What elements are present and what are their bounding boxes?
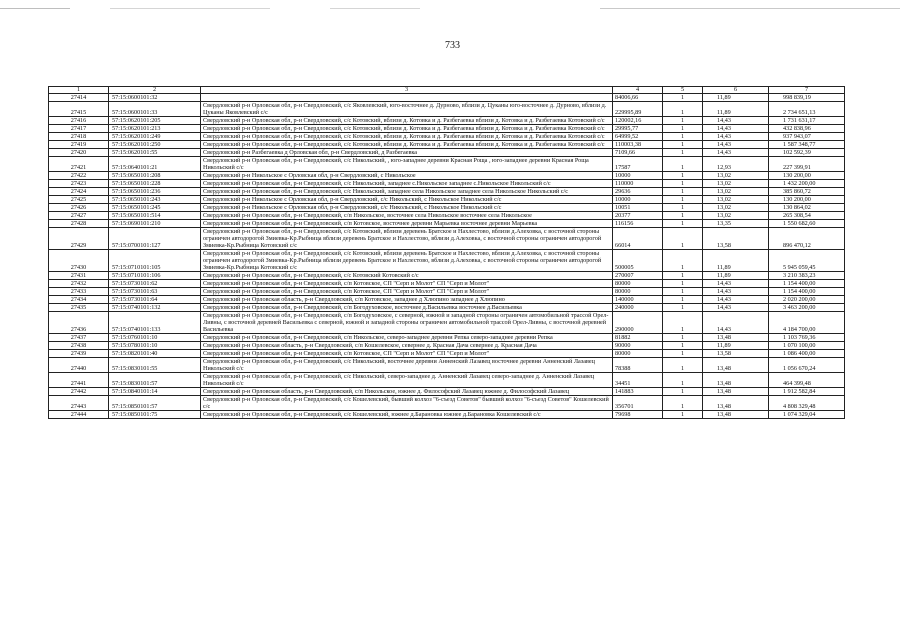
cadastral-number-cell: 57:15:0850101:57 bbox=[109, 396, 201, 411]
cadastral-value-cell: 1 056 670,24 bbox=[769, 358, 845, 373]
cadastral-number-cell: 57:15:0710101:106 bbox=[109, 272, 201, 280]
location-description-cell: Свердловский р-н Орловская обл, р-н Свердловский, с/с Котовский, вблизи деревень Братское и Нахлестово, вблизи д.Алеховка, с восточной стороны ограничен автодорогой Змиевка-Кр.Рыбница вблизи деревень Братское и Нахлестово, вблизи д.Алеховка, с восточной стороны ограничен автодорогой Змиевка-Кр.Рыбница Котовский с/с bbox=[201, 228, 613, 250]
area-cell: 17587 bbox=[613, 157, 663, 172]
row-number-cell: 27417 bbox=[49, 125, 109, 133]
area-cell: 80000 bbox=[613, 280, 663, 288]
location-description-cell: Свердловский р-н Орловская обл, р-н Свердловский, с/п Котовское, СП "Серп и Молот" СП "Серп и Молот" bbox=[201, 350, 613, 358]
table-row bbox=[49, 133, 845, 141]
area-cell: 79698 bbox=[613, 411, 663, 419]
table-row bbox=[49, 296, 845, 304]
count-cell: 1 bbox=[663, 94, 703, 102]
location-description-cell: Свердловский р-н Орловская обл, р-н Свердловский, с/с Никольский, восточнее деревни Анненский Лазавец восточнее деревни Анненский Лазавец Никольский с/с bbox=[201, 358, 613, 373]
location-description-cell: Свердловский р-н Орловская обл, р-н Свердловский, с/п Богодуховское, восточнее д.Васильевка восточнее д.Васильевка bbox=[201, 304, 613, 312]
cadastral-number-cell: 57:15:0820101:40 bbox=[109, 350, 201, 358]
table-row bbox=[49, 94, 845, 102]
location-description-cell: Свердловский р-н Орловская обл, р-н Свердловский, с/с Никольский, , юго-западнее деревни Красная Роща , юго-западнее деревни Красная Роща Никольский с/с bbox=[201, 157, 613, 172]
location-description-cell: Свердловский р-н Орловская обл, р-н Свердловский, с/с Никольский, западнее с.Никольское западнее с.Никольское Никольский с/с bbox=[201, 180, 613, 188]
cadastral-number-cell: 57:15:0620101:205 bbox=[109, 117, 201, 125]
cadastral-number-cell: 57:15:0650101:236 bbox=[109, 188, 201, 196]
count-cell: 1 bbox=[663, 125, 703, 133]
cadastral-number-cell: 57:15:0740101:132 bbox=[109, 304, 201, 312]
count-cell: 1 bbox=[663, 296, 703, 304]
area-cell: 29995,77 bbox=[613, 125, 663, 133]
cadastral-value-cell: 227 399,91 bbox=[769, 157, 845, 172]
area-cell: 78388 bbox=[613, 358, 663, 373]
cadastral-value-cell: 130 864,02 bbox=[769, 204, 845, 212]
row-number-cell: 27439 bbox=[49, 350, 109, 358]
rate-cell: 13,02 bbox=[703, 196, 769, 204]
rate-cell: 13,48 bbox=[703, 411, 769, 419]
cadastral-value-cell: 998 839,19 bbox=[769, 94, 845, 102]
location-description-cell: Свердловский р-н Орловская обл, р-н Свердловский, с/с Яковлевский, юго-восточнее д. Дурново, вблизи д. Цуканы юго-восточнее д. Дурново, вблизи д. Цуканы Яковлевский с/с bbox=[201, 102, 613, 117]
cadastral-value-cell: 432 838,96 bbox=[769, 125, 845, 133]
location-description-cell: Свердловский р-н Орловская обл, р-н Свердловский, с/с Котовский, вблизи деревень Братское и Нахлестово, вблизи д.Алеховка, с восточной стороны ограничен автодорогой Змиевка-Кр.Рыбница вблизи деревень Братское и Нахлестово, вблизи д.Алеховка, с восточной стороны ограничен автодорогой Змиевка-Кр.Рыбница Котовский с/с bbox=[201, 250, 613, 272]
count-cell: 1 bbox=[663, 288, 703, 296]
rate-cell: 14,43 bbox=[703, 149, 769, 157]
area-cell: 84006,66 bbox=[613, 94, 663, 102]
area-cell: 110003,38 bbox=[613, 141, 663, 149]
count-cell: 1 bbox=[663, 204, 703, 212]
rate-cell: 14,43 bbox=[703, 288, 769, 296]
row-number-cell: 27435 bbox=[49, 304, 109, 312]
rate-cell: 13,48 bbox=[703, 358, 769, 373]
row-number-cell: 27421 bbox=[49, 157, 109, 172]
area-cell: 500005 bbox=[613, 250, 663, 272]
row-number-cell: 27422 bbox=[49, 172, 109, 180]
row-number-cell: 27423 bbox=[49, 180, 109, 188]
count-cell: 1 bbox=[663, 272, 703, 280]
location-description-cell: Свердловский р-н Орловская обл, р-н Свердловский, с/с Котовский, вблизи д. Котовка и д. Разбегаевка вблизи д. Котовка и д. Разбегаевка Котовский с/с bbox=[201, 133, 613, 141]
cadastral-value-cell: 265 308,54 bbox=[769, 212, 845, 220]
cadastral-value-cell: 1 550 682,60 bbox=[769, 220, 845, 228]
cadastral-number-cell: 57:15:0690101:210 bbox=[109, 220, 201, 228]
count-cell: 1 bbox=[663, 133, 703, 141]
location-description-cell: Свердловский р-н Орловская обл, р-н Свердловский, с/с Котовский Котовский с/с bbox=[201, 272, 613, 280]
cadastral-number-cell: 57:15:0650101:208 bbox=[109, 172, 201, 180]
location-description-cell: Свердловский р-н Никольское с Орловская обл, р-н Свердловский, с Никольское bbox=[201, 172, 613, 180]
cadastral-value-cell: 1 074 329,04 bbox=[769, 411, 845, 419]
count-cell: 1 bbox=[663, 280, 703, 288]
cadastral-value-cell: 385 860,72 bbox=[769, 188, 845, 196]
cadastral-value-cell: 2 020 200,00 bbox=[769, 296, 845, 304]
count-cell: 1 bbox=[663, 196, 703, 204]
rate-cell: 13,48 bbox=[703, 373, 769, 388]
row-number-cell: 27419 bbox=[49, 141, 109, 149]
table-row bbox=[49, 196, 845, 204]
area-cell: 80000 bbox=[613, 350, 663, 358]
cadastral-number-cell: 57:15:0760101:10 bbox=[109, 334, 201, 342]
count-cell: 1 bbox=[663, 180, 703, 188]
cadastral-value-cell: 1 070 100,00 bbox=[769, 342, 845, 350]
row-number-cell: 27415 bbox=[49, 102, 109, 117]
table-row bbox=[49, 358, 845, 373]
rate-cell: 13,02 bbox=[703, 180, 769, 188]
header-cell: 7 bbox=[769, 87, 845, 94]
location-description-cell: Свердловский р-н Орловская обл, р-н Свердловский, с/п Котовское, СП "Серп и Молот" СП "Серп и Молот" bbox=[201, 288, 613, 296]
count-cell: 1 bbox=[663, 149, 703, 157]
rate-cell: 13,48 bbox=[703, 334, 769, 342]
location-description-cell bbox=[201, 94, 613, 102]
row-number-cell: 27432 bbox=[49, 280, 109, 288]
cadastral-number-cell: 57:15:0730101:63 bbox=[109, 288, 201, 296]
area-cell: 7109,66 bbox=[613, 149, 663, 157]
count-cell: 1 bbox=[663, 388, 703, 396]
cadastral-value-cell: 464 399,48 bbox=[769, 373, 845, 388]
table-row bbox=[49, 157, 845, 172]
area-cell: 290000 bbox=[613, 312, 663, 334]
row-number-cell: 27434 bbox=[49, 296, 109, 304]
table-row bbox=[49, 149, 845, 157]
count-cell: 1 bbox=[663, 312, 703, 334]
row-number-cell: 27414 bbox=[49, 94, 109, 102]
area-cell: 141883 bbox=[613, 388, 663, 396]
cadastral-value-cell: 3 210 383,23 bbox=[769, 272, 845, 280]
row-number-cell: 27429 bbox=[49, 228, 109, 250]
row-number-cell: 27438 bbox=[49, 342, 109, 350]
count-cell: 1 bbox=[663, 358, 703, 373]
cadastral-number-cell: 57:15:0640101:21 bbox=[109, 157, 201, 172]
count-cell: 1 bbox=[663, 102, 703, 117]
count-cell: 1 bbox=[663, 334, 703, 342]
header-cell: 2 bbox=[109, 87, 201, 94]
count-cell: 1 bbox=[663, 342, 703, 350]
table-row bbox=[49, 180, 845, 188]
count-cell: 1 bbox=[663, 220, 703, 228]
area-cell: 20377 bbox=[613, 212, 663, 220]
area-cell: 140000 bbox=[613, 296, 663, 304]
rate-cell: 13,58 bbox=[703, 228, 769, 250]
table-row bbox=[49, 117, 845, 125]
cadastral-value-cell: 130 200,00 bbox=[769, 172, 845, 180]
row-number-cell: 27433 bbox=[49, 288, 109, 296]
table-row bbox=[49, 220, 845, 228]
cadastral-value-cell: 937 943,07 bbox=[769, 133, 845, 141]
cadastral-number-cell: 57:15:0850101:75 bbox=[109, 411, 201, 419]
location-description-cell: Свердловский р-н Никольское с Орловская обл, р-н Свердловский, с/с Никольский, с Никольское Никольский с/с bbox=[201, 204, 613, 212]
rate-cell: 11,89 bbox=[703, 342, 769, 350]
area-cell: 10000 bbox=[613, 196, 663, 204]
table-row bbox=[49, 212, 845, 220]
table-row bbox=[49, 288, 845, 296]
row-number-cell: 27425 bbox=[49, 196, 109, 204]
cadastral-number-cell: 57:15:0600101:32 bbox=[109, 94, 201, 102]
location-description-cell: Свердловский р-н Орловская обл, р-н Свердловский, с/с Кошелевский, бывший колхоз "6-съезд Советов" бывший колхоз "6-съезд Советов" Кошелевский с/с bbox=[201, 396, 613, 411]
location-description-cell: Свердловский р-н Орловская обл, р-н Свердловский, с/п Богодуховское, с северной, южной и западной стороны ограничен автомобильной трассой Орел-Ливны, с восточной деревней Васильевка с северной, южной и западной стороны ограничен автомобильной трассой Орел-Ливны, с восточной деревней Васильевка bbox=[201, 312, 613, 334]
cadastral-value-cell: 1 154 400,00 bbox=[769, 280, 845, 288]
row-number-cell: 27443 bbox=[49, 396, 109, 411]
cadastral-number-cell: 57:15:0620101:213 bbox=[109, 125, 201, 133]
table-row bbox=[49, 172, 845, 180]
area-cell: 64999,52 bbox=[613, 133, 663, 141]
cadastral-number-cell: 57:15:0650101:514 bbox=[109, 212, 201, 220]
row-number-cell: 27440 bbox=[49, 358, 109, 373]
table-row bbox=[49, 280, 845, 288]
cadastral-value-cell: 1 086 400,00 bbox=[769, 350, 845, 358]
page-number: 733 bbox=[445, 40, 460, 51]
area-cell: 120002,16 bbox=[613, 117, 663, 125]
area-cell: 81882 bbox=[613, 334, 663, 342]
area-cell: 10000 bbox=[613, 172, 663, 180]
cadastral-value-cell: 1 731 631,17 bbox=[769, 117, 845, 125]
rate-cell: 14,43 bbox=[703, 117, 769, 125]
cadastral-number-cell: 57:15:0780101:10 bbox=[109, 342, 201, 350]
area-cell: 356701 bbox=[613, 396, 663, 411]
rate-cell: 14,43 bbox=[703, 280, 769, 288]
row-number-cell: 27416 bbox=[49, 117, 109, 125]
location-description-cell: Свердловский р-н Орловская обл, р-н Свердловский, с/с Котовский, вблизи д. Котовка и д. Разбегаевка вблизи д. Котовка и д. Разбегаевка Котовский с/с bbox=[201, 141, 613, 149]
area-cell: 29636 bbox=[613, 188, 663, 196]
cadastral-value-cell: 4 184 700,00 bbox=[769, 312, 845, 334]
row-number-cell: 27430 bbox=[49, 250, 109, 272]
table-row bbox=[49, 204, 845, 212]
count-cell: 1 bbox=[663, 373, 703, 388]
table-row bbox=[49, 272, 845, 280]
cadastral-number-cell: 57:15:0730101:64 bbox=[109, 296, 201, 304]
location-description-cell: Свердловский р-н Орловская область, р-н Свердловский, с/п Никольское, южнее д. Философский Лазавец южнее д. Философский Лазавец bbox=[201, 388, 613, 396]
location-description-cell: Свердловский р-н Орловская обл, р-н Свердловский, с/п Котовское, СП "Серп и Молот" СП "Серп и Молот" bbox=[201, 280, 613, 288]
area-cell: 34451 bbox=[613, 373, 663, 388]
table-row bbox=[49, 228, 845, 250]
rate-cell: 14,43 bbox=[703, 304, 769, 312]
cadastral-value-cell: 130 200,00 bbox=[769, 196, 845, 204]
count-cell: 1 bbox=[663, 304, 703, 312]
header-cell: 5 bbox=[663, 87, 703, 94]
count-cell: 1 bbox=[663, 141, 703, 149]
cadastral-value-cell: 1 432 200,00 bbox=[769, 180, 845, 188]
table-row bbox=[49, 334, 845, 342]
cadastral-number-cell: 57:15:0830101:55 bbox=[109, 358, 201, 373]
cadastral-number-cell: 57:15:0740101:133 bbox=[109, 312, 201, 334]
cadastral-number-cell: 57:15:0700101:127 bbox=[109, 228, 201, 250]
count-cell: 1 bbox=[663, 350, 703, 358]
header-cell: 3 bbox=[201, 87, 613, 94]
cadastral-value-cell: 2 734 651,13 bbox=[769, 102, 845, 117]
row-number-cell: 27437 bbox=[49, 334, 109, 342]
rate-cell: 13,48 bbox=[703, 396, 769, 411]
rate-cell: 14,43 bbox=[703, 125, 769, 133]
rate-cell: 11,89 bbox=[703, 102, 769, 117]
location-description-cell: Свердловский р-н Орловская обл, р-н Свердловский, с/п Никольское, восточнее села Никольское восточнее села Никольское bbox=[201, 212, 613, 220]
area-cell: 240000 bbox=[613, 304, 663, 312]
cadastral-number-cell: 57:15:0730101:62 bbox=[109, 280, 201, 288]
location-description-cell: Свердловский р-н Орловская обл, р-н Свердловский, с/с Никольский, северо-западнее д. Анненский Лазавец северо-западнее д. Анненский Лазавец Никольский с/с bbox=[201, 373, 613, 388]
rate-cell: 13,02 bbox=[703, 188, 769, 196]
count-cell: 1 bbox=[663, 411, 703, 419]
cadastral-value-cell: 4 808 329,48 bbox=[769, 396, 845, 411]
count-cell: 1 bbox=[663, 188, 703, 196]
table-row bbox=[49, 411, 845, 419]
cadastral-value-cell: 102 592,39 bbox=[769, 149, 845, 157]
location-description-cell: Свердловский р-н Никольское с Орловская обл, р-н Свердловский, с/с Никольский, с Никольское Никольский с/с bbox=[201, 196, 613, 204]
cadastral-number-cell: 57:15:0830101:57 bbox=[109, 373, 201, 388]
land-plots-table bbox=[48, 86, 845, 419]
area-cell: 110000 bbox=[613, 180, 663, 188]
rate-cell: 14,43 bbox=[703, 133, 769, 141]
location-description-cell: Свердловский р-н Орловская обл, р-н Свердловский, с/с Котовский, вблизи д. Котовка и д. Разбегаевка вблизи д. Котовка и д. Разбегаевка Котовский с/с bbox=[201, 125, 613, 133]
header-cell: 6 bbox=[703, 87, 769, 94]
cadastral-number-cell: 57:15:0620101:55 bbox=[109, 149, 201, 157]
count-cell: 1 bbox=[663, 172, 703, 180]
table-row bbox=[49, 188, 845, 196]
row-number-cell: 27424 bbox=[49, 188, 109, 196]
cadastral-number-cell: 57:15:0650101:228 bbox=[109, 180, 201, 188]
row-number-cell: 27426 bbox=[49, 204, 109, 212]
location-description-cell: Свердловский р-н Орловская обл, р-н Свердловский, с/п Котовское, восточнее деревни Марьевка восточнее деревни Марьевка bbox=[201, 220, 613, 228]
table-row bbox=[49, 250, 845, 272]
row-number-cell: 27427 bbox=[49, 212, 109, 220]
location-description-cell: Свердловский р-н Орловская обл, р-н Свердловский, с/п Никольское, северо-западнее деревни Репка северо-западнее деревни Репка bbox=[201, 334, 613, 342]
cadastral-number-cell: 57:15:0650101:243 bbox=[109, 196, 201, 204]
rate-cell: 13,48 bbox=[703, 388, 769, 396]
cadastral-value-cell: 3 463 200,00 bbox=[769, 304, 845, 312]
row-number-cell: 27418 bbox=[49, 133, 109, 141]
row-number-cell: 27420 bbox=[49, 149, 109, 157]
rate-cell: 11,89 bbox=[703, 250, 769, 272]
table-row bbox=[49, 388, 845, 396]
location-description-cell: Свердловский р-н Орловская обл, р-н Свердловский, с/с Никольский, западнее села Никольское западнее села Никольское Никольский с/с bbox=[201, 188, 613, 196]
rate-cell: 14,43 bbox=[703, 296, 769, 304]
area-cell: 80000 bbox=[613, 288, 663, 296]
location-description-cell: Свердловский р-н Орловская обл, р-н Свердловский, с/с Котовский, вблизи д. Котовка и д. Разбегаевка вблизи д. Котовка и д. Разбегаевка Котовский с/с bbox=[201, 117, 613, 125]
cadastral-value-cell: 896 470,12 bbox=[769, 228, 845, 250]
location-description-cell: Свердловский р-н Разбегаевка д Орловская обл, р-н Свердловский, д Разбегаевка bbox=[201, 149, 613, 157]
cadastral-value-cell: 1 103 769,36 bbox=[769, 334, 845, 342]
location-description-cell: Свердловский р-н Орловская область, р-н Свердловский, с/п Кошелевское, севернее д. Красная Дача севернее д. Красная Дача bbox=[201, 342, 613, 350]
location-description-cell: Свердловский р-н Орловская область, р-н Свердловский, с/п Котовское, западнее д Хлюпино западнее д Хлюпино bbox=[201, 296, 613, 304]
header-cell: 4 bbox=[613, 87, 663, 94]
area-cell: 90000 bbox=[613, 342, 663, 350]
table-row bbox=[49, 102, 845, 117]
row-number-cell: 27441 bbox=[49, 373, 109, 388]
cadastral-value-cell: 5 945 059,45 bbox=[769, 250, 845, 272]
area-cell: 66014 bbox=[613, 228, 663, 250]
row-number-cell: 27436 bbox=[49, 312, 109, 334]
table-row bbox=[49, 312, 845, 334]
cadastral-value-cell: 1 587 348,77 bbox=[769, 141, 845, 149]
count-cell: 1 bbox=[663, 228, 703, 250]
rate-cell: 14,43 bbox=[703, 141, 769, 149]
rate-cell: 13,02 bbox=[703, 172, 769, 180]
cadastral-number-cell: 57:15:0620101:250 bbox=[109, 141, 201, 149]
cadastral-value-cell: 1 154 400,00 bbox=[769, 288, 845, 296]
table-row bbox=[49, 342, 845, 350]
row-number-cell: 27444 bbox=[49, 411, 109, 419]
cadastral-number-cell: 57:15:0840101:14 bbox=[109, 388, 201, 396]
cadastral-number-cell: 57:15:0710101:105 bbox=[109, 250, 201, 272]
table-row bbox=[49, 125, 845, 133]
row-number-cell: 27431 bbox=[49, 272, 109, 280]
table-row bbox=[49, 350, 845, 358]
cadastral-value-cell: 1 912 582,84 bbox=[769, 388, 845, 396]
table-row bbox=[49, 304, 845, 312]
area-cell: 116156 bbox=[613, 220, 663, 228]
rate-cell: 13,02 bbox=[703, 204, 769, 212]
rate-cell: 13,58 bbox=[703, 350, 769, 358]
rate-cell: 13,35 bbox=[703, 220, 769, 228]
count-cell: 1 bbox=[663, 117, 703, 125]
count-cell: 1 bbox=[663, 250, 703, 272]
rate-cell: 11,89 bbox=[703, 272, 769, 280]
rate-cell: 11,89 bbox=[703, 94, 769, 102]
area-cell: 10051 bbox=[613, 204, 663, 212]
cadastral-number-cell: 57:15:0620101:249 bbox=[109, 133, 201, 141]
count-cell: 1 bbox=[663, 396, 703, 411]
area-cell: 270007 bbox=[613, 272, 663, 280]
rate-cell: 13,02 bbox=[703, 212, 769, 220]
row-number-cell: 27428 bbox=[49, 220, 109, 228]
table-row bbox=[49, 373, 845, 388]
count-cell: 1 bbox=[663, 212, 703, 220]
cadastral-number-cell: 57:15:0650101:245 bbox=[109, 204, 201, 212]
rate-cell: 14,43 bbox=[703, 312, 769, 334]
header-cell: 1 bbox=[49, 87, 109, 94]
rate-cell: 12,93 bbox=[703, 157, 769, 172]
cadastral-number-cell: 57:15:0600101:33 bbox=[109, 102, 201, 117]
row-number-cell: 27442 bbox=[49, 388, 109, 396]
count-cell: 1 bbox=[663, 157, 703, 172]
table-row bbox=[49, 396, 845, 411]
area-cell: 229995,89 bbox=[613, 102, 663, 117]
location-description-cell: Свердловский р-н Орловская обл, р-н Свердловский, с/с Кошелевский, южнее д.Барановка южнее д.Барановка Кошелевский с/с bbox=[201, 411, 613, 419]
table-header-row bbox=[49, 87, 845, 94]
table-row bbox=[49, 141, 845, 149]
